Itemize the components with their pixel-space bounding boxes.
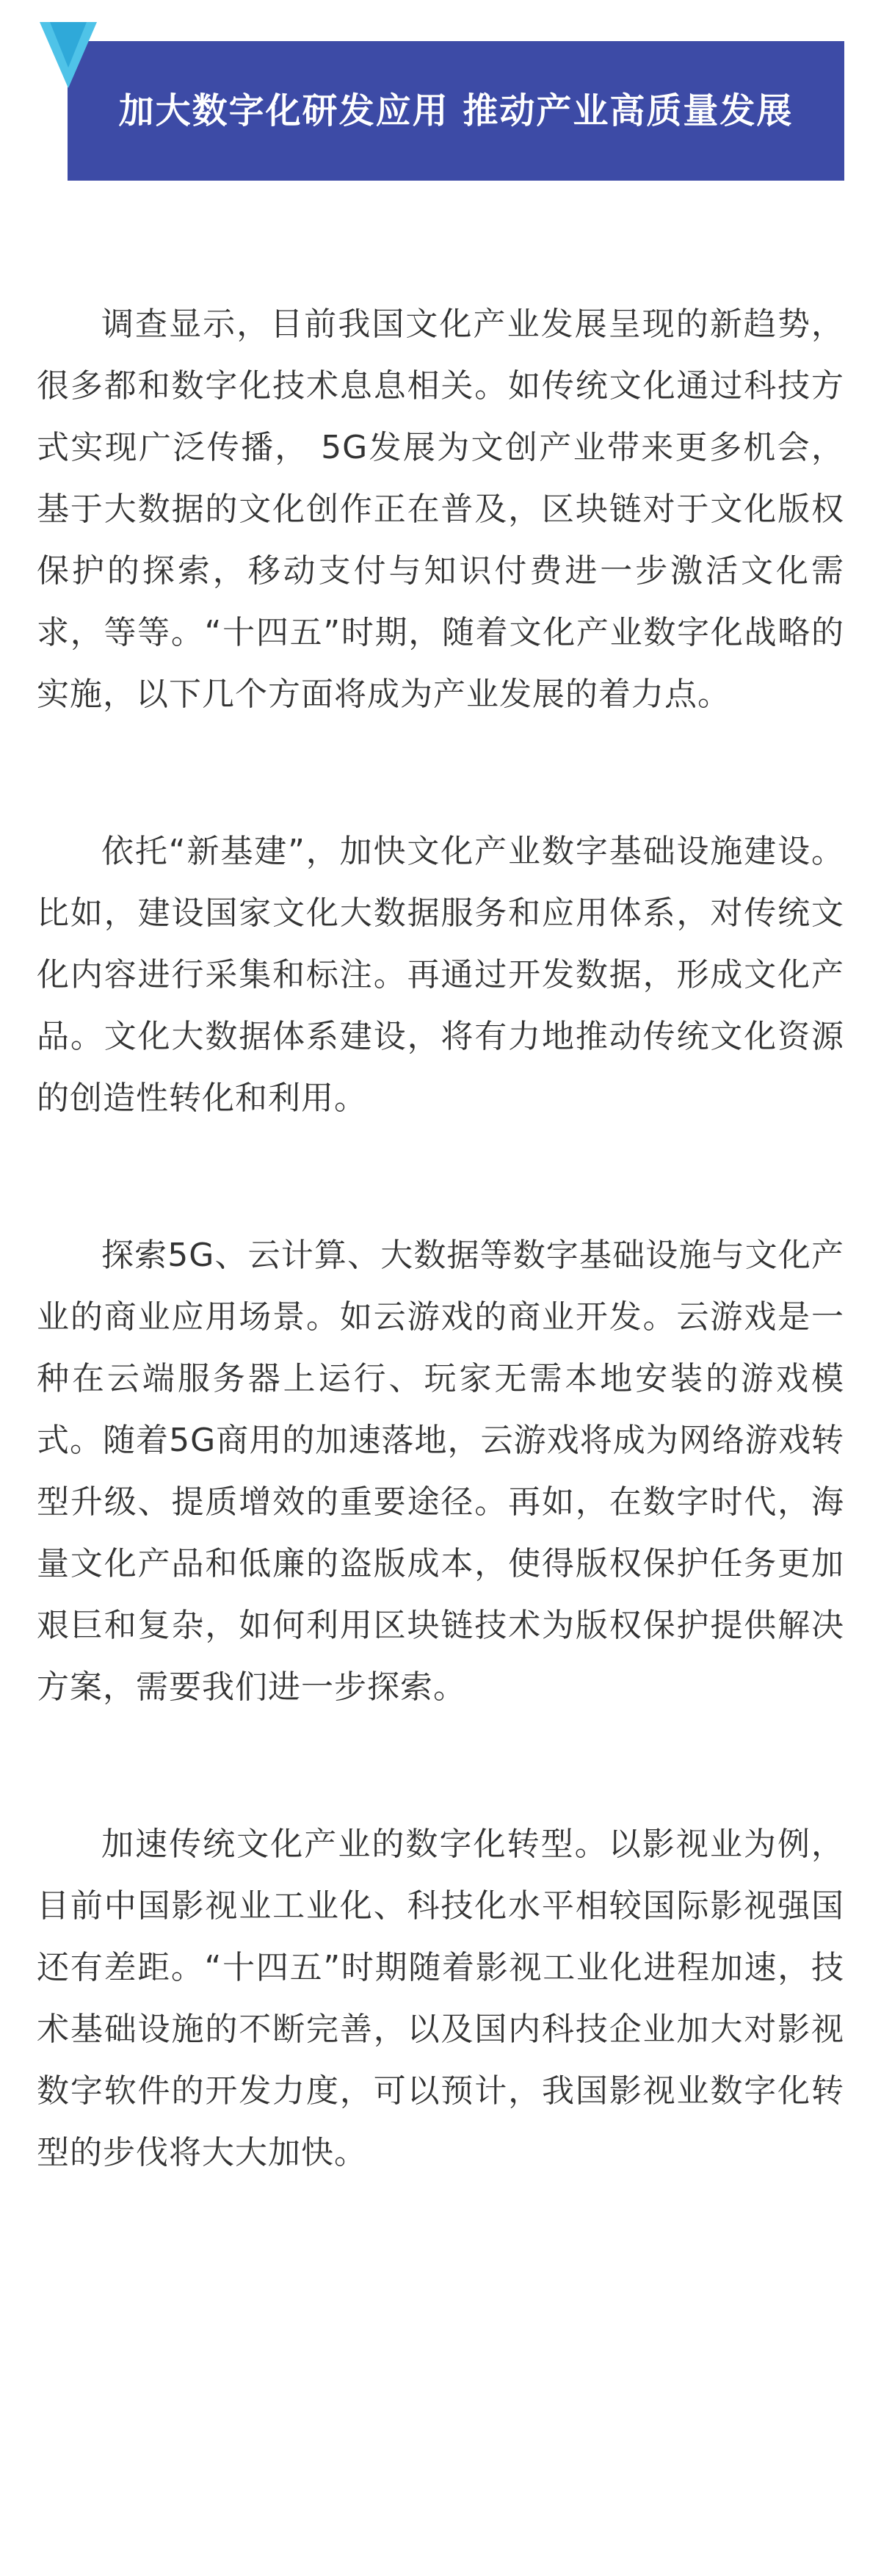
- title-banner: [68, 41, 844, 181]
- paragraph-2: 依托“新基建”，加快文化产业数字基础设施建设。比如，建设国家文化大数据服务和应用体系，对传统文化内容进行采集和标注。再通过开发数据，形成文化产品。文化大数据体系建设，将有力地推动传统文化资源的创造性转化和利用。: [37, 833, 844, 1117]
- paragraph-3: 探索5G、云计算、大数据等数字基础设施与文化产业的商业应用场景。如云游戏的商业开发。云游戏是一种在云端服务器上运行、玩家无需本地安装的游戏模式。随着5G商用的加速落地，云游戏将成为网络游戏转型升级、提质增效的重要途径。再如，在数字时代，海量文化产品和低廉的盗版成本，使得版权保护任务更加艰巨和复杂，如何利用区块链技术为版权保护提供解决方案，需要我们进一步探索。: [37, 1237, 844, 1706]
- article-title: 加大数字化研发应用 推动产业高质量发展: [118, 90, 794, 131]
- article-body: [37, 294, 844, 2279]
- paragraph-1: 调查显示，目前我国文化产业发展呈现的新趋势，很多都和数字化技术息息相关。如传统文化通过科技方式实现广泛传播， 5G发展为文创产业带来更多机会，基于大数据的文化创作正在普及，区块链对于文化版权保护的探索，移动支付与知识付费进一步激活文化需求，等等。“十四五”时期，随着文化产业数字化战略的实施，以下几个方面将成为产业发展的着力点。: [37, 305, 844, 713]
- chevron-down-icon: [40, 22, 97, 88]
- paragraph-4: 加速传统文化产业的数字化转型。以影视业为例，目前中国影视业工业化、科技化水平相较国际影视强国还有差距。“十四五”时期随着影视工业化进程加速，技术基础设施的不断完善，以及国内科技企业加大对影视数字软件的开发力度，可以预计，我国影视业数字化转型的步伐将大大加快。: [37, 1826, 844, 2171]
